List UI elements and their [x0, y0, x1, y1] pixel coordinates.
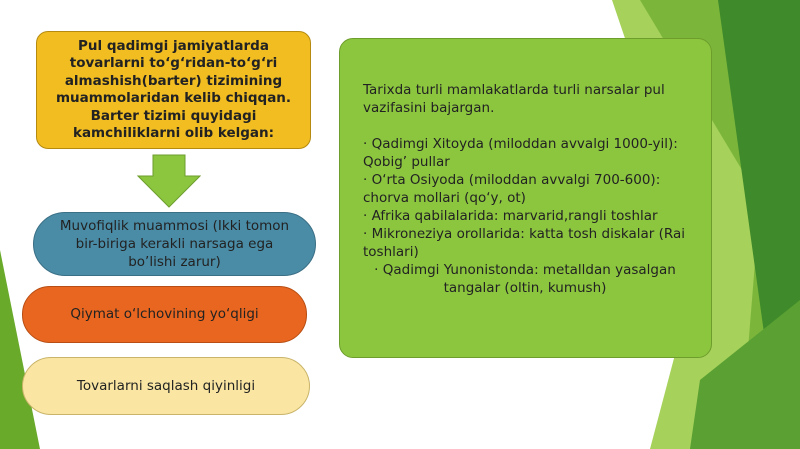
problem-item-label: Tovarlarni saqlash qiyinligi [76, 377, 256, 394]
history-item: · Qadimgi Yunonistonda: metalldan yasalgan tangalar (oltin, kumush) [374, 262, 676, 296]
history-money-box [339, 38, 712, 358]
barter-intro-text: Pul qadimgi jamiyatlarda tovarlarni to‘g‘ridan-to‘g‘ri almashish(barter) tizimining muammolaridan kelib chiqqan. Barter tizimi quyidagi kamchiliklarni olib kelgan: [55, 37, 292, 141]
history-item: · Afrika qabilalarida: marvarid,rangli toshlar [363, 208, 658, 224]
history-intro: Tarixda turli mamlakatlarda turli narsalar pul vazifasini bajargan. [363, 82, 665, 116]
problem-item-value-measure [22, 286, 307, 343]
problem-item-label: Muvofiqlik muammosi (Ikki tomon bir-biriga kerakli narsaga ega bo’lishi zarur) [59, 218, 290, 270]
problem-item-compatibility [33, 212, 316, 276]
problem-item-storage [22, 357, 310, 415]
history-item: · Mikroneziya orollarida: katta tosh diskalar (Rai toshlari) [363, 226, 685, 260]
problem-item-label: Qiymat o‘lchovining yo‘qligi [70, 306, 259, 322]
barter-intro-box [36, 31, 311, 149]
down-arrow-icon [137, 154, 201, 208]
history-item: · Qadimgi Xitoyda (miloddan avvalgi 1000-yil): Qobig’ pullar [363, 136, 678, 170]
history-item: · O‘rta Osiyoda (miloddan avvalgi 700-600): chorva mollari (qo‘y, ot) [363, 172, 661, 206]
left-green-accent [0, 250, 40, 449]
